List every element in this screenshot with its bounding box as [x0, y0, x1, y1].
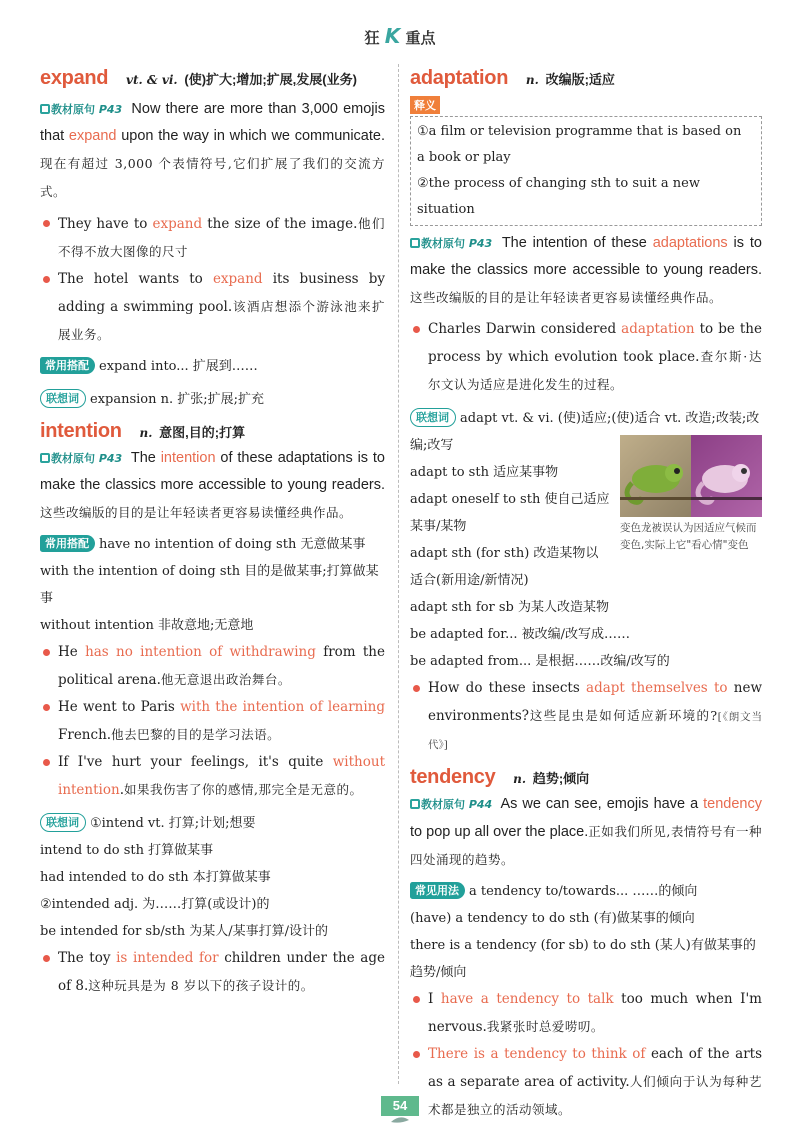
word-meaning: 意图,目的;打算: [159, 425, 246, 440]
word-meaning: (使)扩大;增加;扩展,发展(业务): [184, 72, 357, 87]
image-caption: 变色龙被误认为因适应气候而变色,实际上它"看心情"变色: [620, 522, 757, 551]
textbook-example-expand: 教材原句 P43 Now there are more than 3,000 emojis that expand upon the way in which we communicate.现在有超过 3,000 个表情符号,它们扩展了我们的交流方式。: [40, 96, 385, 206]
entry-tendency-head: [410, 765, 762, 791]
header-text-left: 狂: [364, 29, 380, 47]
usage-tag: 常见用法: [410, 882, 465, 899]
book-icon: [40, 104, 50, 114]
collocation-tag: 常用搭配: [40, 357, 95, 374]
part-of-speech: vt. & vi.: [126, 73, 178, 87]
example-bullet: There is a tendency to think of each of the arts as a separate area of activity.人们倾向于认为每种艺术都是独立的活动领域。: [410, 1041, 762, 1124]
textbook-tag: 教材原句 P43: [410, 230, 492, 257]
headword-intention: intention: [40, 420, 122, 442]
textbook-example-tendency: 教材原句 P44 As we can see, emojis have a tendency to pop up all over the place.正如我们所见,表情符号有一种四处涌现的趋势。: [410, 791, 762, 874]
association-line: intend to do sth 打算做某事: [40, 843, 214, 858]
definition-2: ②the process of changing sth to suit a new situation: [417, 176, 700, 217]
collocation-line: 常用搭配 expand into... 扩展到……: [40, 353, 385, 380]
headword-adaptation: adaptation: [410, 67, 509, 89]
book-icon: [410, 799, 420, 809]
association-tag: 联想词: [40, 813, 86, 832]
association-line: adapt sth for sb 为某人改造某物: [410, 600, 610, 615]
example-bullet: How do these insects adapt themselves to new environments?这些昆虫是如何适应新环境的?[《朗文当代》]: [410, 675, 762, 759]
association-line: 联想词 ①intend vt. 打算;计划;想要: [40, 810, 385, 837]
header-text-right: 重点: [405, 29, 436, 47]
association-line: 联想词 adapt vt. & vi. (使)适应;(使)适合 vt. 改造;改装;改编;改写: [410, 405, 762, 459]
header-k-logo: K: [384, 24, 401, 48]
association-line: be adapted for... 被改编/改写成……: [410, 627, 630, 642]
page-header: [0, 24, 800, 48]
textbook-tag: 教材原句 P43: [40, 96, 122, 123]
definition-box: [410, 116, 762, 226]
headword-expand: expand: [40, 67, 109, 89]
left-column: [40, 60, 385, 1000]
textbook-example-adaptation: 教材原句 P43 The intention of these adaptations is to make the classics more accessible to young readers.这些改编版的目的是让年轻读者更容易读懂经典作品。: [410, 230, 762, 312]
association-line: 联想词 expansion n. 扩张;扩展;扩充: [40, 386, 385, 413]
definition-tag: 释义: [410, 96, 440, 114]
example-bullet: He has no intention of withdrawing from the political arena.他无意退出政治舞台。: [40, 639, 385, 694]
entry-adaptation-head: [410, 66, 762, 92]
entry-intention-head: [40, 419, 385, 445]
association-line: be adapted from... 是根据……改编/改写的: [410, 654, 670, 669]
association-line: ②intended adj. 为……打算(或设计)的: [40, 897, 270, 912]
collocation-line: 常用搭配 have no intention of doing sth 无意做某事: [40, 531, 385, 558]
chameleon-green-image: [620, 435, 691, 517]
association-line: had intended to do sth 本打算做某事: [40, 870, 271, 885]
example-bullet: Charles Darwin considered adaptation to be the process by which evolution took place.查尔斯·达尔文认为适应是进化发生的过程。: [410, 316, 762, 399]
collocation-line: without intention 非故意地;无意地: [40, 618, 254, 633]
book-icon: [40, 453, 50, 463]
chameleon-pink-image: [691, 435, 762, 517]
word-meaning: 趋势;倾向: [532, 771, 590, 786]
association-tag: 联想词: [40, 389, 86, 408]
part-of-speech: n.: [525, 73, 539, 87]
part-of-speech: n.: [513, 772, 527, 786]
page-number: 54: [381, 1096, 419, 1116]
chameleon-image: [620, 435, 762, 517]
example-bullet: He went to Paris with the intention of learning French.他去巴黎的目的是学习法语。: [40, 694, 385, 749]
book-icon: [410, 238, 420, 248]
right-column: [410, 60, 762, 1124]
collocation-line: with the intention of doing sth 目的是做某事;打算做某事: [40, 564, 379, 606]
example-bullet: If I've hurt your feelings, it's quite without intention.如果我伤害了你的感情,那完全是无意的。: [40, 749, 385, 804]
association-line: adapt oneself to sth 使自己适应某事/某物: [410, 492, 610, 534]
chameleon-figure: [620, 435, 762, 554]
association-line: adapt to sth 适应某事物: [410, 465, 559, 480]
example-bullet: The hotel wants to expand its business by adding a swimming pool.该酒店想添个游泳池来扩展业务。: [40, 266, 385, 349]
textbook-tag: 教材原句 P44: [410, 791, 492, 818]
usage-line: (have) a tendency to do sth (有)做某事的倾向: [410, 911, 695, 926]
example-bullet: They have to expand the size of the image.他们不得不放大图像的尺寸: [40, 210, 385, 266]
association-tag: 联想词: [410, 408, 456, 427]
usage-line: 常见用法 a tendency to/towards... ……的倾向: [410, 878, 762, 905]
association-line: adapt sth (for sth) 改造某物以适合(新用途/新情况): [410, 546, 599, 588]
example-bullet: I have a tendency to talk too much when I'm nervous.我紧张时总爱唠叨。: [410, 986, 762, 1041]
collocation-tag: 常用搭配: [40, 535, 95, 552]
part-of-speech: n.: [139, 426, 153, 440]
textbook-example-intention: 教材原句 P43 The intention of these adaptations is to make the classics more accessible to young readers.这些改编版的目的是让年轻读者更容易读懂经典作品。: [40, 445, 385, 527]
headword-tendency: tendency: [410, 766, 496, 788]
source-note: [《朗文当代》]: [428, 711, 763, 751]
association-block: [410, 405, 762, 675]
textbook-tag: 教材原句 P43: [40, 445, 122, 472]
word-meaning: 改编版;适应: [545, 72, 615, 87]
entry-expand-head: [40, 66, 385, 92]
example-bullet: The toy is intended for children under the age of 8.这种玩具是为 8 岁以下的孩子设计的。: [40, 945, 385, 1000]
leaf-ornament-icon: [389, 1116, 411, 1124]
column-divider: [398, 64, 399, 1084]
definition-1: ①a film or television programme that is based on a book or play: [417, 124, 742, 165]
association-line: be intended for sb/sth 为某人/某事打算/设计的: [40, 924, 328, 939]
usage-line: there is a tendency (for sb) to do sth (某人)有做某事的趋势/倾向: [410, 938, 756, 980]
